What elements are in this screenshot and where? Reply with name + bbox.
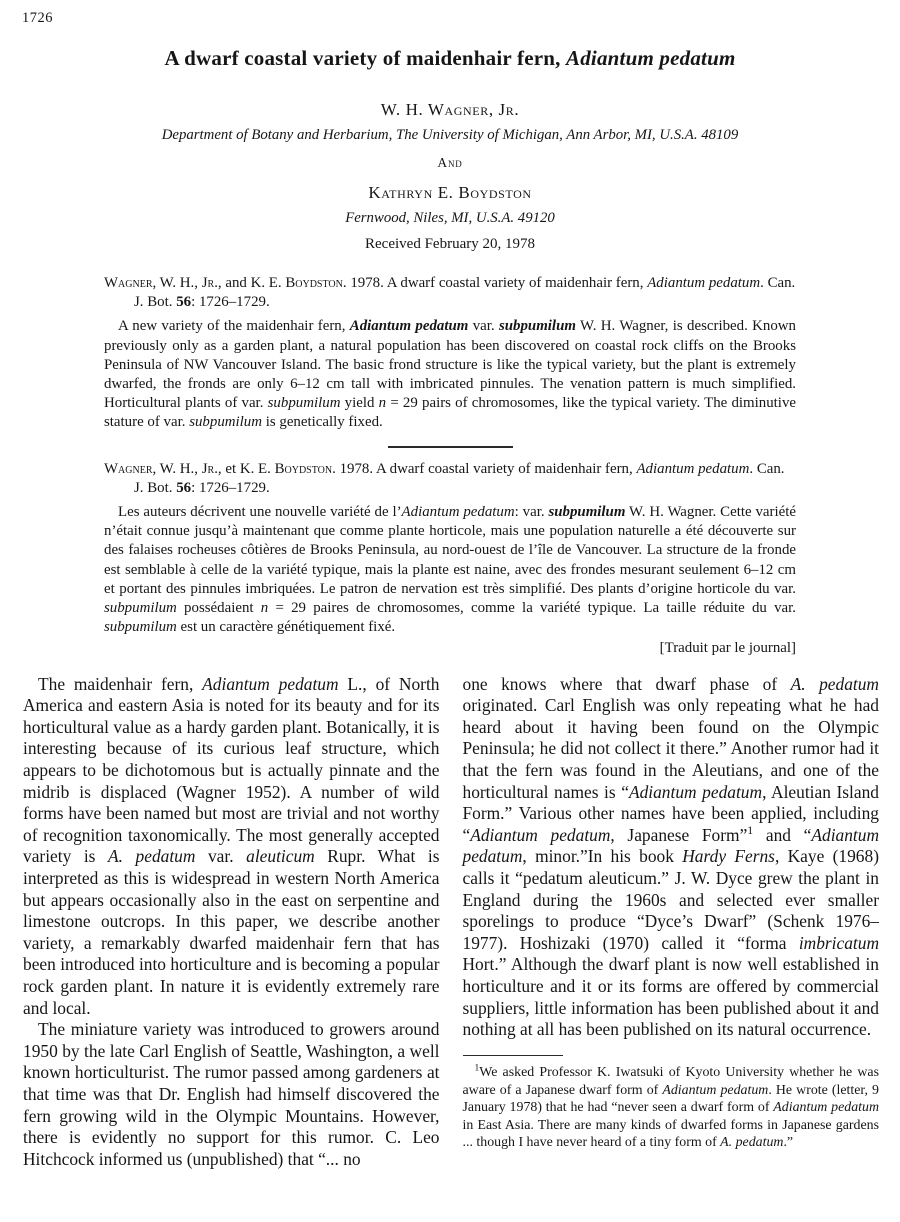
- footnote-divider: [463, 1055, 563, 1057]
- affiliation-1: Department of Botany and Herbarium, The University of Michigan, Ann Arbor, MI, U.S.A. 48109: [161, 127, 739, 143]
- translation-credit: [Traduit par le journal]: [659, 640, 796, 657]
- page-number: 1726: [22, 10, 53, 26]
- abstract-divider: [388, 446, 513, 448]
- received-date: Received February 20, 1978: [365, 236, 535, 252]
- author-1: W. H. Wagner, Jr.: [380, 100, 520, 119]
- abstract-section: [104, 274, 796, 659]
- paragraph-intro: The maidenhair fern, Adiantum pedatum L., of North America and eastern Asia is noted for its beauty and for its horticultural value as a hardy garden plant. Botanically, it is interesting because of its curious leaf structure, which appears to be dichotomous but is actually pinnate and the midrib is displaced (Wagner 1952). A number of wild forms have been named but most are trivial and not worthy of recognition taxonomically. The most generally accepted variety is A. pedatum var. aleuticum Rupr. What is interpreted as this is widespread in western North America but appears occasionally also in the east on serpentine and limestone outcrops. In this paper, we describe another variety, a remarkably dwarfed maidenhair fern that has been introduced into horticulture and is becoming a popular rock garden plant. In nature it is evidently extremely rare and local.: [23, 673, 440, 1018]
- abstract-english: A new variety of the maidenhair fern, Adiantum pedatum var. subpumilum W. H. Wagner, is described. Known previously only as a garden plant, a natural population has been discovered on coastal rock cliffs on the Brooks Peninsula of NW Vancouver Island. The basic frond structure is like the typical variety, but the plant is extremely dwarfed, the fronds are only 6–12 cm tall with imbricated pinnules. The venation pattern is much simplified. Horticultural plants of var. subpumilum yield n = 29 pairs of chromosomes, like the typical variety. The diminutive stature of var. subpumilum is genetically fixed.: [104, 318, 796, 431]
- abstract-french: Les auteurs décrivent une nouvelle variété de l’Adiantum pedatum: var. subpumilum W. H. Wagner. Cette variété n’était connue jusqu’à maintenant que comme plante horticole, mais une population naturelle a été découverte sur des falaises rocheuses côtières de Brooks Peninsula, au nord-ouest de l’île de Vancouver. La structure de la fronde est semblable à celle de la variété typique, mais la plante est naine, avec des frondes mesurant seulement 6–12 cm et portant des pinnules imbriquées. Le patron de nervation est très simplifié. Des plants d’origine horticole du var. subpumilum possédaient n = 29 paires de chromosomes, comme la variété typique. La taille réduite du var. subpumilum est un caractère génétiquement fixé.: [104, 504, 796, 636]
- article-header: [0, 0, 900, 253]
- paragraph-continuation: one knows where that dwarf phase of A. pedatum originated. Carl English was only repeating what he had heard about it having been found on the Olympic Peninsula; he did not collect it there.” Another rumor had it that the fern was found in the Aleutians, and one of the horticultural names is “Adiantum pedatum, Aleutian Island Form.” Various other names have been applied, including “Adiantum pedatum, Japanese Form”$^1$ and “Adiantum pedatum, minor.”In his book Hardy Ferns, Kaye (1968) calls it “pedatum aleuticum.” J. W. Dyce grew the plant in England during the 1960s and selected ever smaller sporelings to produce “Dyce’s Dwarf” (Schenk 1976–1977). Hoshizaki (1970) called it “forma imbricatum Hort.” Although the dwarf plant is now well established in horticulture and it or its forms are offered by commercial suppliers, little information has been published about it and nothing at all has been published on its natural occurrence.: [462, 673, 880, 1040]
- right-column: [463, 674, 880, 1171]
- and-label: And: [437, 155, 463, 170]
- paragraph-miniature-variety: The miniature variety was introduced to growers around 1950 by the late Carl English of Seattle, Washington, a well known horticulturist. The rumor passed among gardeners at that time was that Dr. English had himself discovered the fern growing wild in the Olympic Mountains. However, there is evidently no support for this rumor. C. Leo Hitchcock informed us (unpublished) that “... no: [23, 1019, 440, 1169]
- author-2: Kathryn E. Boydston: [368, 183, 532, 202]
- footnote: $^1$We asked Professor K. Iwatsuki of Kyoto University whether he was aware of a Japanese dwarf form of Adiantum pedatum. He wrote (letter, 9 January 1978) that he had “never seen a dwarf form of Adiantum pedatum in East Asia. There are many kinds of dwarfed forms in Japanese gardens ... though I have never heard of a tiny form of A. pedatum.”: [462, 1063, 880, 1151]
- citation-english: Wagner, W. H., Jr., and K. E. Boydston. 1978. A dwarf coastal variety of maidenhair fern, Adiantum pedatum. Can. J. Bot. 56: 1726–1729.: [104, 275, 796, 311]
- affiliation-2: Fernwood, Niles, MI, U.S.A. 49120: [345, 210, 555, 226]
- article-body: [0, 659, 900, 1171]
- article-title: A dwarf coastal variety of maidenhair fern, Adiantum pedatum: [164, 46, 736, 70]
- citation-french: Wagner, W. H., Jr., et K. E. Boydston. 1978. A dwarf coastal variety of maidenhair fern, Adiantum pedatum. Can. J. Bot. 56: 1726–1729.: [104, 460, 785, 496]
- left-column: [23, 674, 440, 1171]
